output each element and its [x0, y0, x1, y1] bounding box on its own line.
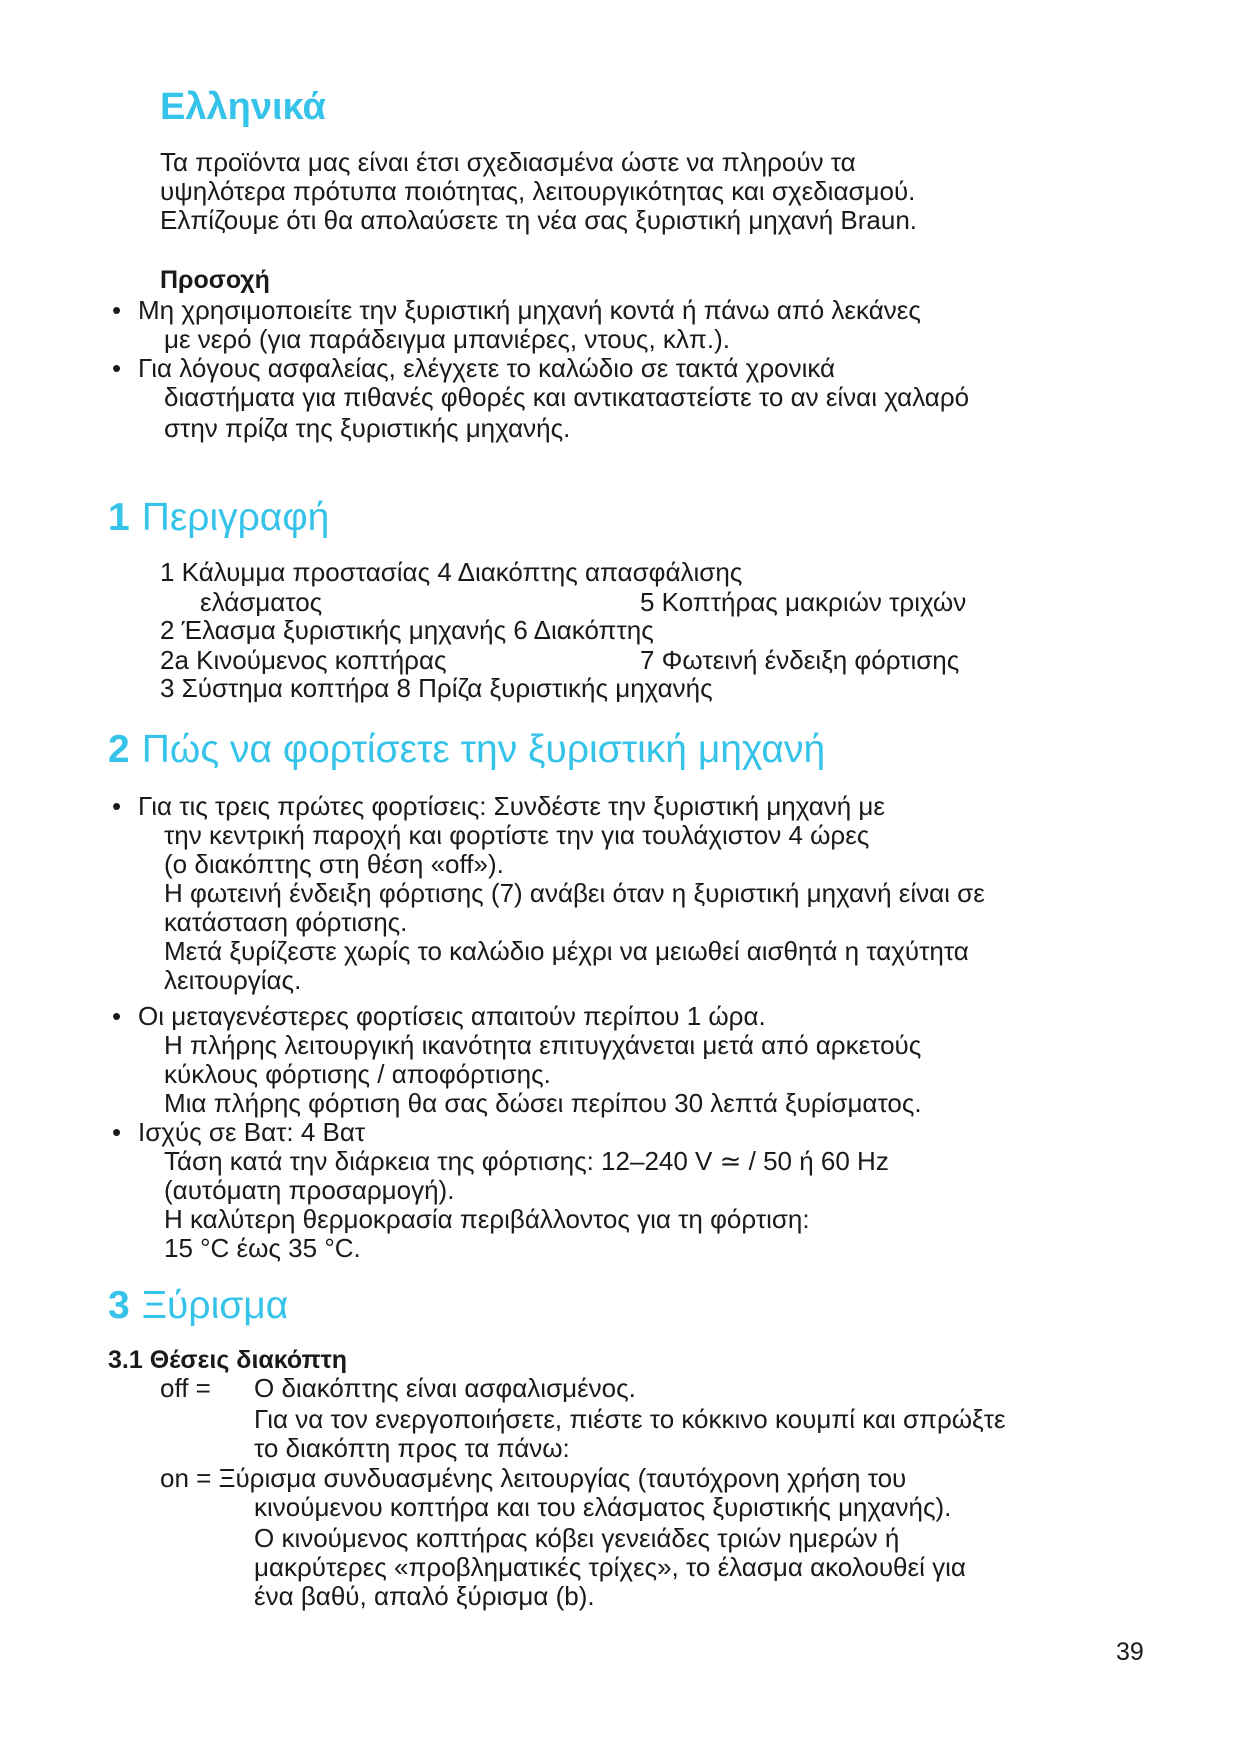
- bullet-marker: •: [112, 353, 122, 383]
- bullet-marker: •: [112, 791, 122, 821]
- off-label: off =: [160, 1373, 211, 1403]
- bullet-line: Μετά ξυρίζεστε χωρίς το καλώδιο μέχρι να μειωθεί αισθητά η ταχύτητα: [164, 936, 969, 966]
- off-line: το διακόπτη προς τα πάνω:: [254, 1433, 570, 1463]
- intro-line: Τα προϊόντα μας είναι έτσι σχεδιασμένα ώστε να πληρούν τα: [160, 147, 856, 177]
- bullet-line: κατάσταση φόρτισης.: [164, 907, 408, 937]
- description-line: 5 Κοπτήρας μακριών τριχών: [640, 587, 967, 617]
- bullet-marker: •: [112, 295, 122, 325]
- bullet-line: Η φωτεινή ένδειξη φόρτισης (7) ανάβει όταν η ξυριστική μηχανή είναι σε: [164, 878, 985, 908]
- on-row: [160, 1464, 906, 1493]
- section-title: Περιγραφή: [141, 496, 330, 539]
- charging-bullet: [112, 1118, 1202, 1263]
- on-line: Ο κινούμενος κοπτήρας κόβει γενειάδες τριών ημερών ή: [254, 1523, 900, 1553]
- off-line: Ο διακόπτης είναι ασφαλισμένος.: [254, 1373, 636, 1403]
- page-number: 39: [1116, 1638, 1144, 1666]
- caution-bullet: [112, 296, 1172, 354]
- bullet-line: στην πρίζα της ξυριστικής μηχανής.: [164, 413, 571, 443]
- bullet-line: την κεντρική παροχή και φορτίστε την για τουλάχιστον 4 ώρες: [164, 820, 870, 850]
- bullet-line: διαστήματα για πιθανές φθορές και αντικαταστείστε το αν είναι χαλαρό: [164, 382, 970, 412]
- bullet-line: λειτουργίας.: [164, 965, 302, 995]
- bullet-line: Μια πλήρης φόρτιση θα σας δώσει περίπου 30 λεπτά ξυρίσματος.: [164, 1088, 922, 1118]
- on-description: [254, 1493, 1174, 1611]
- section-number: 3: [108, 1284, 130, 1327]
- description-line: 2a Κινούμενος κοπτήρας: [160, 645, 447, 675]
- off-line: Για να τον ενεργοποιήσετε, πιέστε το κόκκινο κουμπί και σπρώξτε: [254, 1404, 1006, 1434]
- language-title: Ελληνικά: [160, 86, 326, 128]
- bullet-marker: •: [112, 1117, 122, 1147]
- bullet-first-line: Για τις τρεις πρώτες φορτίσεις: Συνδέστε την ξυριστική μηχανή με: [138, 791, 885, 821]
- bullet-first-line: Για λόγους ασφαλείας, ελέγχετε το καλώδιο σε τακτά χρονικά: [138, 353, 836, 383]
- bullet-line: (αυτόματη προσαρμογή).: [164, 1175, 455, 1205]
- bullet-marker: •: [112, 1001, 122, 1031]
- section-title: Πώς να φορτίσετε την ξυριστική μηχανή: [141, 728, 826, 771]
- bullet-line: κύκλους φόρτισης / αποφόρτισης.: [164, 1059, 551, 1089]
- section-number: 1: [108, 496, 130, 539]
- on-line: ένα βαθύ, απαλό ξύρισμα (b).: [254, 1581, 595, 1611]
- description-line: 7 Φωτεινή ένδειξη φόρτισης: [640, 645, 960, 675]
- section-number: 2: [108, 728, 130, 771]
- bullet-first-line: Μη χρησιμοποιείτε την ξυριστική μηχανή κοντά ή πάνω από λεκάνες: [138, 295, 921, 325]
- bullet-line: (ο διακόπτης στη θέση «off»).: [164, 849, 504, 879]
- section-3-heading: [108, 1284, 288, 1328]
- description-line: 3 Σύστημα κοπτήρα 8 Πρίζα ξυριστικής μηχανής: [160, 673, 713, 703]
- intro-paragraph: [160, 148, 917, 235]
- intro-line: Ελπίζουμε ότι θα απολαύσετε τη νέα σας ξυριστική μηχανή Braun.: [160, 205, 918, 235]
- bullet-first-line: Ισχύς σε Βατ: 4 Βατ: [138, 1117, 366, 1147]
- on-label: on =: [160, 1463, 212, 1493]
- charging-bullet: [112, 792, 1202, 995]
- on-line: κινούμενου κοπτήρα και του ελάσματος ξυριστικής μηχανής).: [254, 1492, 952, 1522]
- bullet-line: Η πλήρης λειτουργική ικανότητα επιτυγχάνεται μετά από αρκετούς: [164, 1030, 922, 1060]
- section-1-heading: [108, 496, 329, 540]
- description-line: 2 Έλασμα ξυριστικής μηχανής 6 Διακόπτης: [160, 615, 654, 645]
- bullet-line: Τάση κατά την διάρκεια της φόρτισης: 12–240 V ≃ / 50 ή 60 Hz: [164, 1146, 889, 1176]
- section-2-heading: [108, 728, 825, 772]
- description-line: 1 Κάλυμμα προστασίας 4 Διακόπτης απασφάλισης: [160, 557, 743, 587]
- caution-bullet: [112, 354, 1192, 443]
- section-title: Ξύρισμα: [141, 1284, 289, 1327]
- description-line: ελάσματος: [200, 587, 323, 617]
- switch-positions-heading: 3.1 Θέσεις διακόπτη: [108, 1346, 348, 1374]
- on-line: μακρύτερες «προβληματικές τρίχες», το έλασμα ακολουθεί για: [254, 1552, 966, 1582]
- bullet-line: 15 °C έως 35 °C.: [164, 1233, 361, 1263]
- bullet-line: με νερό (για παράδειγμα μπανιέρες, ντους, κλπ.).: [164, 324, 730, 354]
- caution-heading: Προσοχή: [160, 266, 270, 294]
- charging-bullet: [112, 1002, 1202, 1118]
- off-description: [254, 1374, 1174, 1463]
- intro-line: υψηλότερα πρότυπα ποιότητας, λειτουργικότητας και σχεδιασμού.: [160, 176, 916, 206]
- on-first-line: Ξύρισμα συνδυασμένης λειτουργίας (ταυτόχρονη χρήση του: [218, 1463, 907, 1493]
- bullet-line: Η καλύτερη θερμοκρασία περιβάλλοντος για τη φόρτιση:: [164, 1204, 810, 1234]
- bullet-first-line: Οι μεταγενέστερες φορτίσεις απαιτούν περίπου 1 ώρα.: [138, 1001, 766, 1031]
